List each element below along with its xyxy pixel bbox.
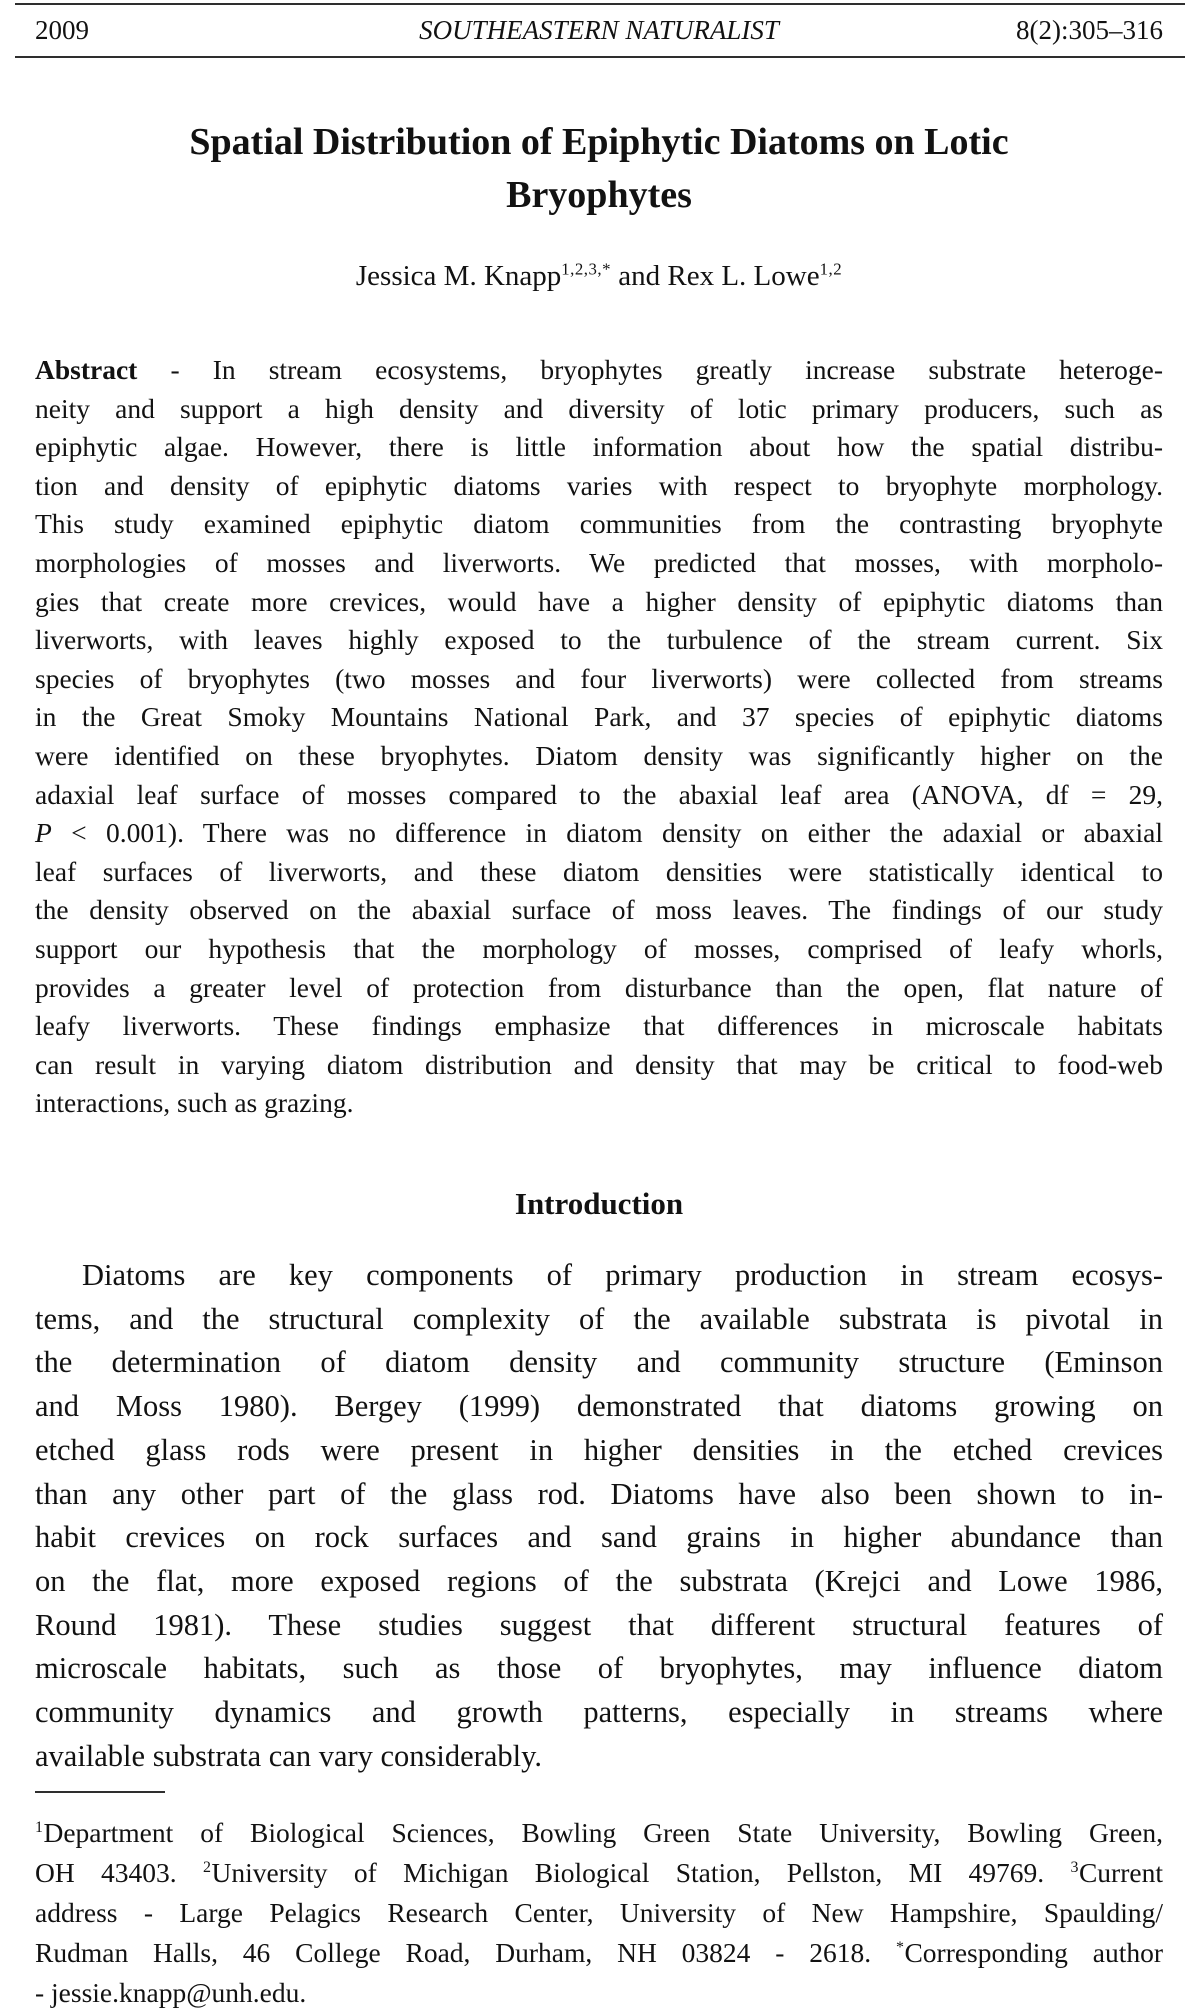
text-segment: and Rex L. Lowe: [611, 260, 820, 292]
text-line: [35, 1473, 1163, 1517]
text-line: [35, 428, 1163, 467]
text-segment: support our hypothesis that the morphology of mosses, comprised of leafy whorls,: [35, 932, 1163, 964]
text-segment: the density observed on the abaxial surface of moss leaves. The findings of our study: [35, 894, 1163, 926]
text-segment: interactions, such as grazing.: [35, 1087, 354, 1119]
text-line: [35, 256, 1163, 296]
text-segment: etched glass rods were present in higher densities in the etched crevices: [35, 1432, 1163, 1467]
text-segment: < 0.001). There was no difference in diatom density on either the adaxial or abaxial: [51, 817, 1163, 849]
footnote-separator-rule: [35, 1791, 165, 1793]
text-line: [35, 1516, 1163, 1560]
section-heading-introduction: Introduction: [514, 1186, 684, 1221]
text-segment: community dynamics and growth patterns, especially in streams where: [35, 1695, 1163, 1730]
text-line: [35, 1933, 1163, 1973]
text-segment: on the flat, more exposed regions of the substrata (Krejci and Lowe 1986,: [35, 1563, 1163, 1598]
text-line: [35, 1604, 1163, 1648]
text-line: [35, 853, 1163, 892]
text-line: [35, 1691, 1163, 1735]
article-title-line-2: Bryophytes: [506, 174, 692, 216]
text-line: [35, 351, 1163, 390]
text-line: [35, 505, 1163, 544]
header-volume-pages: 8(2):305–316: [1016, 15, 1163, 45]
text-segment: species of bryophytes (two mosses and four liverworts) were collected from streams: [35, 662, 1163, 694]
text-line: [35, 1973, 1163, 2012]
text-segment: in the Great Smoky Mountains National Park, and 37 species of epiphytic diatoms: [35, 701, 1163, 733]
text-line: [35, 1298, 1163, 1342]
text-segment: neity and support a high density and diversity of lotic primary producers, such as: [35, 392, 1163, 424]
text-line: [35, 891, 1163, 930]
text-segment: tion and density of epiphytic diatoms varies with respect to bryophyte morphology.: [35, 469, 1163, 501]
text-segment: adaxial leaf surface of mosses compared to the abaxial leaf area (ANOVA, df = 29,: [35, 778, 1163, 810]
text-segment: Current: [1078, 1857, 1163, 1888]
text-line: [35, 737, 1163, 776]
text-segment: than any other part of the glass rod. Diatoms have also been shown to in-: [35, 1476, 1163, 1511]
text-segment: available substrata can vary considerably.: [35, 1738, 542, 1773]
text-line: [35, 1853, 1163, 1893]
text-line: [35, 1560, 1163, 1604]
text-segment: leafy liverworts. These findings emphasize that differences in microscale habitats: [35, 1010, 1163, 1042]
article-title: [35, 116, 1163, 222]
text-line: [35, 1429, 1163, 1473]
text-segment: Diatoms are key components of primary production in stream ecosys-: [82, 1258, 1163, 1292]
text-segment: OH 43403.: [35, 1857, 203, 1888]
text-segment: address - Large Pelagics Research Center, University of New Hampshire, Spaulding/: [35, 1897, 1163, 1928]
text-line: [35, 544, 1163, 583]
text-segment: *: [895, 1938, 905, 1956]
text-segment: - In stream ecosystems, bryophytes greatly increase substrate heteroge-: [137, 354, 1163, 385]
text-line: [35, 583, 1163, 622]
text-segment: This study examined epiphytic diatom communities from the contrasting bryophyte: [35, 508, 1163, 540]
text-line: [35, 1341, 1163, 1385]
introduction-paragraph: [35, 1254, 1163, 1778]
text-segment: 1,2,3,*: [561, 259, 611, 279]
header-top-rule: [15, 3, 1185, 5]
text-line: [35, 660, 1163, 699]
text-segment: 2: [202, 1858, 212, 1876]
text-segment: tems, and the structural complexity of the available substrata is pivotal in: [35, 1301, 1163, 1336]
text-line: [35, 621, 1163, 660]
text-line: [35, 698, 1163, 737]
text-segment: Corresponding author: [904, 1937, 1163, 1968]
text-segment: and Moss 1980). Bergey (1999) demonstrated that diatoms growing on: [35, 1389, 1163, 1424]
article-title-line-1: Spatial Distribution of Epiphytic Diatoms on Lotic: [189, 121, 1009, 163]
text-line: [35, 1813, 1163, 1853]
text-segment: Rudman Halls, 46 College Road, Durham, NH 03824 - 2618.: [35, 1937, 896, 1968]
text-segment: leaf surfaces of liverworts, and these diatom densities were statistically identical to: [35, 855, 1163, 887]
text-segment: the determination of diatom density and community structure (Eminson: [35, 1345, 1163, 1380]
text-segment: - jessie.knapp@unh.edu.: [35, 1977, 307, 2008]
text-line: [35, 969, 1163, 1008]
text-segment: 1,2: [819, 259, 843, 279]
text-segment: Department of Biological Sciences, Bowling Green State University, Bowling Green,: [43, 1817, 1163, 1848]
text-line: [35, 1254, 1163, 1298]
text-segment: morphologies of mosses and liverworts. We predicted that mosses, with morpholo-: [35, 546, 1163, 578]
text-segment: Abstract: [35, 354, 138, 385]
text-line: [35, 1046, 1163, 1085]
journal-header: [35, 12, 1163, 48]
text-segment: liverworts, with leaves highly exposed to the turbulence of the stream current. Six: [35, 624, 1163, 656]
text-line: [35, 1007, 1163, 1046]
text-segment: P: [35, 817, 52, 849]
text-line: [35, 1893, 1163, 1933]
footnotes-block: [35, 1813, 1163, 2012]
text-segment: 1: [35, 1818, 44, 1836]
text-line: [35, 930, 1163, 969]
text-segment: gies that create more crevices, would have a higher density of epiphytic diatoms than: [35, 585, 1163, 617]
text-line: [35, 814, 1163, 853]
text-line: [35, 1385, 1163, 1429]
text-segment: microscale habitats, such as those of bryophytes, may influence diatom: [35, 1651, 1163, 1686]
text-line: [35, 390, 1163, 429]
header-bottom-rule: [15, 56, 1185, 58]
abstract-paragraph: [35, 351, 1163, 1123]
text-segment: can result in varying diatom distribution and density that may be critical to food-web: [35, 1048, 1163, 1080]
text-segment: Round 1981). These studies suggest that different structural features of: [35, 1607, 1163, 1642]
text-segment: provides a greater level of protection from disturbance than the open, flat nature of: [35, 971, 1163, 1003]
text-line: [35, 1084, 1163, 1123]
header-year: 2009: [35, 15, 89, 45]
text-segment: 3: [1070, 1858, 1079, 1876]
text-segment: epiphytic algae. However, there is little information about how the spatial distribu-: [35, 431, 1163, 463]
text-segment: Jessica M. Knapp: [355, 260, 562, 292]
text-segment: habit crevices on rock surfaces and sand grains in higher abundance than: [35, 1520, 1163, 1555]
text-line: [35, 1647, 1163, 1691]
header-journal-name: SOUTHEASTERN NATURALIST: [419, 15, 779, 45]
text-segment: University of Michigan Biological Station, Pellston, MI 49769.: [211, 1857, 1071, 1888]
text-segment: were identified on these bryophytes. Diatom density was significantly higher on the: [35, 739, 1163, 771]
author-byline: [35, 256, 1163, 296]
text-line: [35, 1735, 1163, 1779]
text-line: [35, 467, 1163, 506]
text-line: [35, 776, 1163, 815]
